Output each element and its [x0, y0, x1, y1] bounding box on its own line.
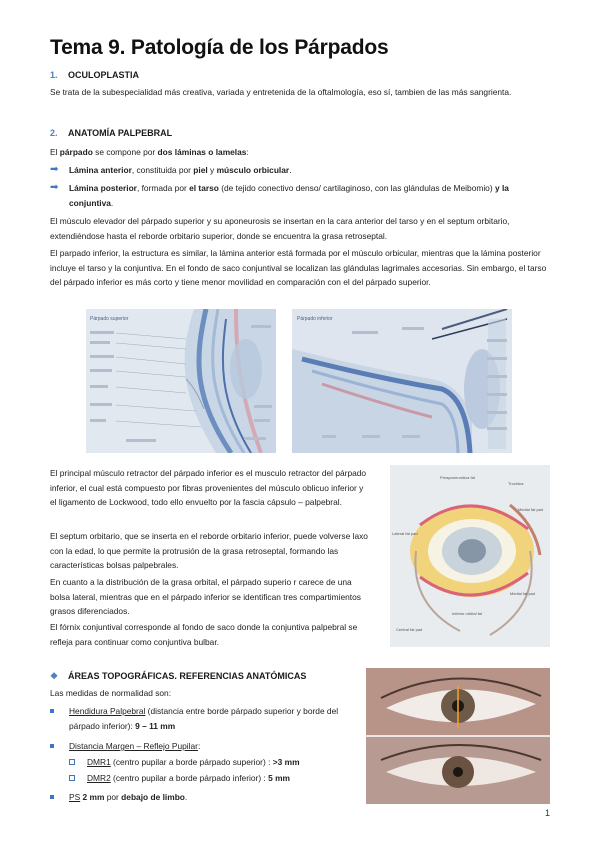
section-title: ANATOMÍA PALPEBRAL [68, 128, 173, 138]
orbital-fat-illustration [390, 465, 550, 647]
bullet-distancia: Distancia Margen – Reflejo Pupilar: [50, 739, 370, 754]
bullet-ps: PS 2 mm por debajo de limbo. [50, 790, 350, 805]
paragraph-parpado-inferior: El parpado inferior, la estructura es similar, la lámina anterior está formada por el músculo orbicular, mientras que la lámina posterior incluye el tarso y la conjuntiva. En el fondo de saco conjuntival se localizan las glándulas lagrimales accesorias. Sin embargo, el tarso del párpado inferior es más corto y tiene menor movilidad en comparación con el del párpado superior. [50, 248, 547, 288]
paragraph-retractor: El principal músculo retractor del párpado inferior es el musculo retractor del párpado inferior, el cual está compuesto por fibras provenientes del músculo oblicuo inferior y el ligamento de Lockwood, todo ello envuelto por la fascia cápsulo – palpebral. [50, 468, 367, 508]
section-heading-oculoplastia [50, 70, 139, 80]
lower-eyelid-illustration [292, 309, 512, 453]
square-bullet-icon [50, 744, 54, 748]
bullet-dmr2: DMR2 (centro pupilar a borde párpado inferior) : 5 mm [69, 771, 369, 786]
section-heading-anatomia [50, 128, 172, 138]
square-bullet-icon [50, 795, 54, 799]
section-title: ÁREAS TOPOGRÁFICAS. REFERENCIAS ANATÓMICAS [68, 671, 307, 681]
paragraph-elevador: El músculo elevador del párpado superior y su aponeurosis se insertan en la cara anterior del tarso y en el septum orbitario, extendiéndose hasta el reborde orbitario superior, donde se encuentra la grasa retroseptal. [50, 216, 510, 241]
diamond-bullet-icon: ❖ [50, 671, 59, 681]
paragraph-fornix: El fórnix conjuntival corresponde al fondo de saco donde la conjuntiva palpebral se refleja para continuar como conjuntiva bulbar. [50, 622, 358, 647]
bullet-dmr1: DMR1 (centro pupilar a borde párpado superior) : >3 mm [69, 755, 369, 770]
paragraph-septum: El septum orbitario, que se inserta en el reborde orbitario inferior, puede volverse laxo con la edad, lo que permite la protrusión de la grasa retroseptal, formando las características bolsas palpebrales. [50, 531, 368, 571]
page-number: 1 [544, 808, 550, 818]
fig-label: Medial fat pad [518, 507, 544, 512]
upper-eyelid-illustration [86, 309, 276, 453]
figure-grasa-orbitaria [390, 465, 550, 647]
paragraph-grasa: En cuanto a la distribución de la grasa orbital, el párpado superio r carece de una bolsa lateral, mientras que en el párpado inferior se identifican tres compartimientos grasos diferenciados. [50, 577, 361, 617]
hollow-square-bullet-icon [69, 775, 75, 781]
fig-label: Lateral fat pad [392, 531, 418, 536]
hollow-square-bullet-icon [69, 759, 75, 765]
arrow-icon: ➡ [50, 182, 59, 193]
fig-label: Preaponeurótica fat [440, 475, 475, 480]
figure-title: Párpado inferior [297, 316, 333, 322]
topo-intro: Las medidas de normalidad son: [50, 688, 172, 698]
section-heading-areas [50, 671, 306, 682]
figure-parpado-superior [86, 309, 276, 453]
page-title: Tema 9. Patología de los Párpados [50, 36, 389, 59]
anatomy-intro: El párpado se compone por dos láminas o lamelas: [50, 147, 249, 157]
figure-eye-photos [366, 668, 550, 804]
section-title: OCULOPLASTIA [68, 70, 139, 80]
square-bullet-icon [50, 709, 54, 713]
bullet-hendidura: Hendidura Palpebral (distancia entre borde párpado superior y borde del párpado inferior): 9 – 11 mm [50, 704, 350, 733]
figure-title: Párpado superior [90, 316, 129, 322]
fig-label: Trochlea [508, 481, 524, 486]
eye-measurement-photos [366, 668, 550, 804]
bullet-lamina-anterior: ➡ Lámina anterior, constituida por piel y músculo orbicular. [50, 163, 550, 178]
figure-parpado-inferior [292, 309, 512, 453]
arrow-icon: ➡ [50, 164, 59, 175]
oculoplastia-paragraph: Se trata de la subespecialidad más creativa, variada y entretenida de la oftalmología, eso sí, tambien de las más sangrienta. [50, 87, 512, 97]
section-number: 2. [50, 128, 58, 138]
fig-label: Central fat pad [396, 627, 423, 632]
bullet-lamina-posterior: ➡ Lámina posterior, formada por el tarso (de tejido conectivo denso/ cartilaginoso, con las glándulas de Meibomio) y la conjuntiva. [50, 182, 509, 208]
fig-label: Medial fat pad [510, 591, 536, 596]
section-number: 1. [50, 70, 58, 80]
fig-label: Inferior orbital fat [452, 611, 483, 616]
